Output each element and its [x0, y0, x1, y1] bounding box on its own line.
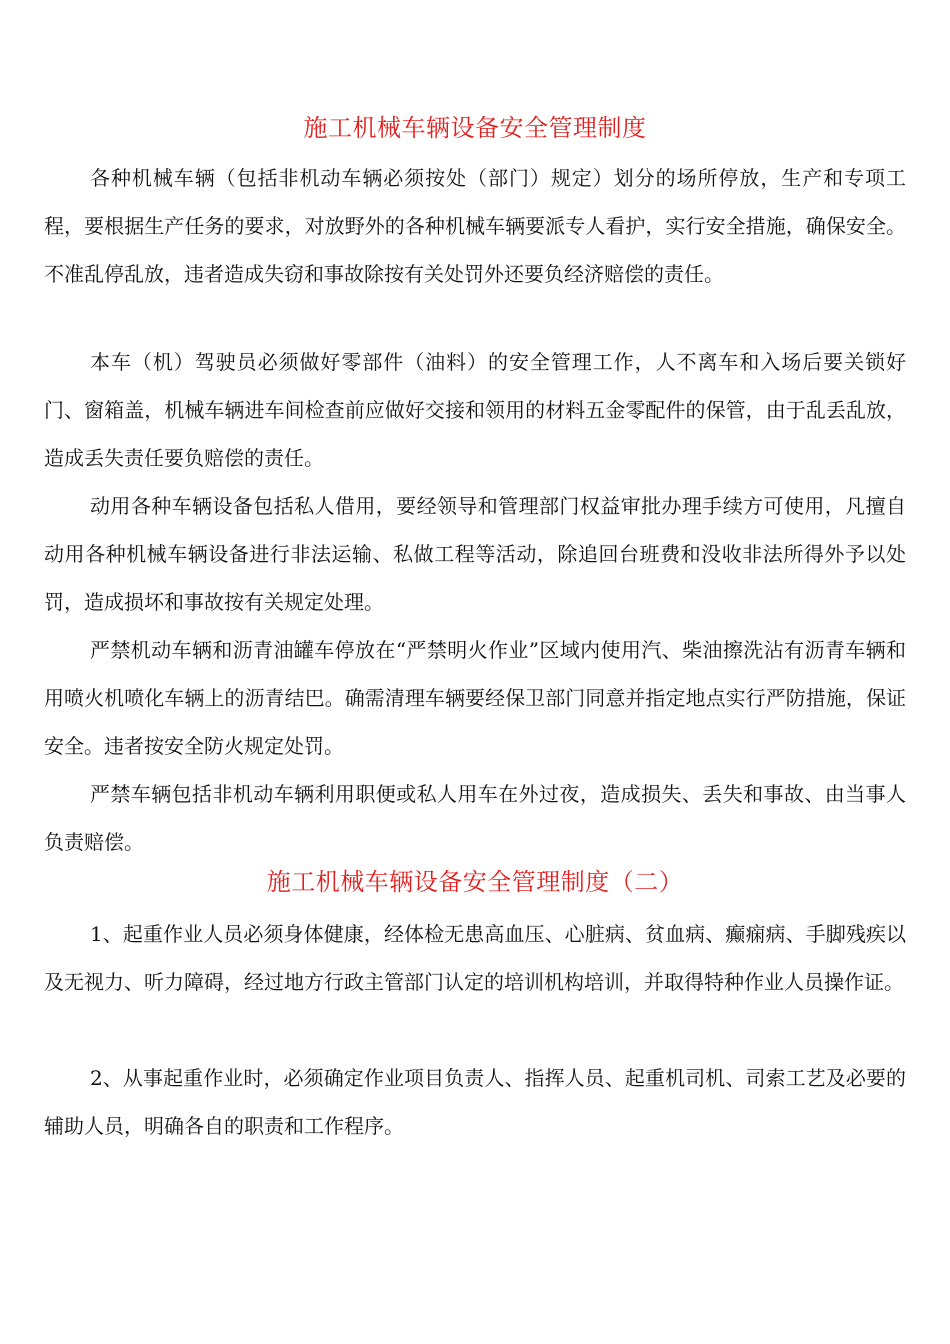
document-title: 施工机械车辆设备安全管理制度 — [303, 114, 647, 142]
paragraph-equipment-use-approval: 动用各种车辆设备包括私人借用，要经领导和管理部门权益审批办理手续方可使用，凡擅自动用各种机械车辆设备进行非法运输、私做工程等活动，除追回台班费和没收非法所得外予以处罚，造成损坏和事故按有关规定处理。 — [44, 494, 906, 614]
paragraph-overnight-parking: 严禁车辆包括非机动车辆利用职便或私人用车在外过夜，造成损失、丢失和事故、由当事人负责赔偿。 — [44, 782, 906, 854]
paragraph-lifting-roles: 2、从事起重作业时，必须确定作业项目负责人、指挥人员、起重机司机、司索工艺及必要的辅助人员，明确各自的职责和工作程序。 — [44, 1066, 906, 1138]
paragraph-lifting-personnel-health: 1、起重作业人员必须身体健康，经体检无患高血压、心脏病、贫血病、癫痫病、手脚残疾以及无视力、听力障碍，经过地方行政主管部门认定的培训机构培训，并取得特种作业人员操作证。 — [44, 922, 906, 994]
paragraph-fire-safety: 严禁机动车辆和沥青油罐车停放在“严禁明火作业”区域内使用汽、柴油擦洗沾有沥青车辆和用喷火机喷化车辆上的沥青结巴。确需清理车辆要经保卫部门同意并指定地点实行严防措施，保证安全。违者按安全防火规定处罚。 — [44, 638, 906, 758]
paragraph-vehicle-parking: 各种机械车辆（包括非机动车辆必须按处（部门）规定）划分的场所停放，生产和专项工程，要根据生产任务的要求，对放野外的各种机械车辆要派专人看护，实行安全措施，确保安全。不准乱停乱放，违者造成失窃和事故除按有关处罚外还要负经济赔偿的责任。 — [44, 166, 906, 286]
paragraph-driver-responsibility: 本车（机）驾驶员必须做好零部件（油料）的安全管理工作，人不离车和入场后要关锁好门、窗箱盖，机械车辆进车间检查前应做好交接和领用的材料五金零配件的保管，由于乱丢乱放，造成丢失责任要负赔偿的责任。 — [44, 350, 906, 470]
document-title-part-two: 施工机械车辆设备安全管理制度（二） — [266, 868, 684, 896]
